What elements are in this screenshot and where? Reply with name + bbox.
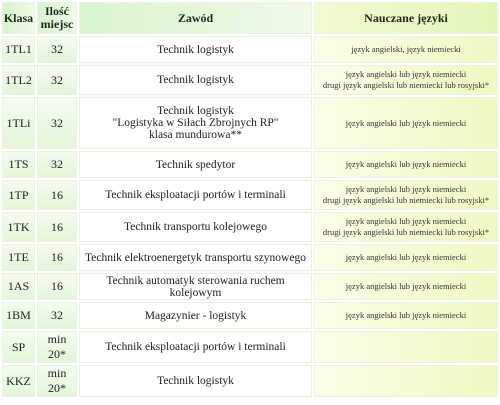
cell-nauczane-jezyki xyxy=(314,65,498,95)
cell-nauczane-jezyki xyxy=(314,365,498,397)
jezyki-line: język angielski lub język niemiecki xyxy=(345,184,467,194)
cell-zawod xyxy=(79,331,312,363)
cell-zawod xyxy=(79,180,312,210)
cell-zawod xyxy=(79,273,312,300)
cell-ilosc-miejsc: min 20* xyxy=(37,331,77,363)
cell-ilosc-miejsc: min 20* xyxy=(37,365,77,397)
table-row xyxy=(2,212,498,242)
zawod-line: Technik transportu kolejowego xyxy=(124,221,267,233)
cell-ilosc-miejsc: 32 xyxy=(37,97,77,149)
zawod-line: Technik eksploatacji portów i terminali xyxy=(105,341,286,353)
cell-nauczane-jezyki xyxy=(314,97,498,149)
jezyki-line: drugi język angielski lub niemiecki lub rosyjski* xyxy=(322,195,490,205)
header-klasa: Klasa xyxy=(2,2,35,34)
header-row xyxy=(2,2,498,34)
jezyki-line: język angielski lub język niemiecki xyxy=(345,159,467,169)
table-row xyxy=(2,180,498,210)
cell-ilosc-miejsc: 32 xyxy=(37,302,77,329)
cell-klasa: 1TP xyxy=(2,180,35,210)
zawod-line: Technik logistyk xyxy=(157,43,234,56)
cell-nauczane-jezyki xyxy=(314,151,498,178)
cell-ilosc-miejsc: 32 xyxy=(37,151,77,178)
table-row xyxy=(2,36,498,63)
cell-klasa: KKZ xyxy=(2,365,35,397)
zawod-line: Technik spedytor xyxy=(155,158,236,171)
zawod-line: Magazynier - logistyk xyxy=(144,309,247,322)
jezyki-line: język angielski lub język niemiecki xyxy=(345,252,467,262)
table-row xyxy=(2,65,498,95)
cell-nauczane-jezyki xyxy=(314,212,498,242)
header-nauczane-jezyki: Nauczane języki xyxy=(314,2,498,34)
zawod-line: Technik logistyk xyxy=(157,74,234,86)
cell-zawod xyxy=(79,365,312,397)
cell-nauczane-jezyki xyxy=(314,331,498,363)
cell-klasa: 1TS xyxy=(2,151,35,178)
cell-zawod xyxy=(79,36,312,63)
cell-nauczane-jezyki xyxy=(314,244,498,271)
cell-nauczane-jezyki xyxy=(314,180,498,210)
table-row xyxy=(2,244,498,271)
cell-klasa: 1TL2 xyxy=(2,65,35,95)
cell-klasa: 1TE xyxy=(2,244,35,271)
jezyki-line: język angielski lub język niemiecki xyxy=(345,117,467,128)
cell-ilosc-miejsc: 32 xyxy=(37,36,77,63)
table-body xyxy=(2,36,498,397)
cell-nauczane-jezyki xyxy=(314,273,498,300)
table-row xyxy=(2,151,498,178)
cell-ilosc-miejsc: 16 xyxy=(37,212,77,242)
cell-ilosc-miejsc: 16 xyxy=(37,244,77,271)
zawod-line: "Logistyka w Siłach Zbrojnych RP" xyxy=(112,117,279,129)
zawod-line: klasa mundurowa** xyxy=(149,129,242,141)
zawod-line: Technik eksploatacji portów i terminali xyxy=(105,189,286,201)
header-ilosc-line2: miejsc xyxy=(40,17,74,31)
cell-klasa: 1AS xyxy=(2,273,35,300)
zawod-line: Technik elektroenergetyk transportu szynowego xyxy=(85,251,306,264)
cell-klasa: 1TLi xyxy=(2,97,35,149)
cell-zawod xyxy=(79,244,312,271)
cell-klasa: 1TL1 xyxy=(2,36,35,63)
cell-nauczane-jezyki xyxy=(314,302,498,329)
table-row xyxy=(2,302,498,329)
cell-ilosc-miejsc: 16 xyxy=(37,180,77,210)
cell-klasa: 1BM xyxy=(2,302,35,329)
cell-zawod xyxy=(79,65,312,95)
cell-zawod xyxy=(79,151,312,178)
jezyki-line: drugi język angielski lub niemiecki lub rosyjski* xyxy=(322,80,490,90)
header-ilosc-line1: Ilość xyxy=(45,4,69,18)
cell-zawod xyxy=(79,302,312,329)
zawod-line: Technik logistyk xyxy=(157,105,234,117)
cell-zawod xyxy=(79,212,312,242)
cell-ilosc-miejsc: 32 xyxy=(37,65,77,95)
cell-ilosc-miejsc: 16 xyxy=(37,273,77,300)
jezyki-line: język angielski lub język niemiecki xyxy=(345,310,467,320)
table-row xyxy=(2,97,498,149)
jezyki-line: drugi język angielski lub niemiecki lub rosyjski* xyxy=(322,227,490,237)
zawod-line: Technik logistyk xyxy=(157,375,234,387)
cell-klasa: 1TK xyxy=(2,212,35,242)
table-row xyxy=(2,365,498,397)
zawod-line: Technik automatyk sterowania ruchem kolejowym xyxy=(106,274,285,299)
cell-klasa: SP xyxy=(2,331,35,363)
jezyki-line: język angielski lub język niemiecki xyxy=(345,216,467,226)
table-row xyxy=(2,273,498,300)
jezyki-line: język angielski lub język niemiecki xyxy=(345,281,467,291)
jezyki-line: język angielski lub język niemiecki xyxy=(345,69,467,79)
cell-nauczane-jezyki xyxy=(314,36,498,63)
jezyki-line: język angielski, język niemiecki xyxy=(351,44,461,54)
header-ilosc-miejsc xyxy=(37,2,77,34)
header-zawod: Zawód xyxy=(79,2,312,34)
table-row xyxy=(2,331,498,363)
cell-zawod xyxy=(79,97,312,149)
